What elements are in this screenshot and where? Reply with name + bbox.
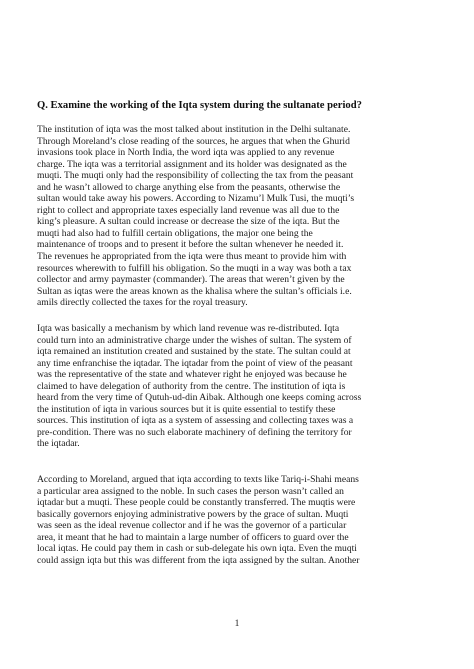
text-line: claimed to have delegation of authority from the centre. The institution of iqta is <box>37 380 346 392</box>
text-line: Sultan as iqtas were the areas known as the khalisa where the sultan’s officials i.e. <box>37 285 352 297</box>
text-line: a particular area assigned to the noble. In such cases the person wasn’t called an <box>37 485 344 497</box>
text-line: According to Moreland, argued that iqta according to texts like Tariq-i-Shahi means <box>37 474 359 485</box>
text-line: the institution of iqta in various sources but it is quite essential to testify these <box>37 403 336 415</box>
text-line: king’s pleasure. A sultan could increase or decrease the size of the iqta. But the <box>37 216 340 228</box>
text-line: could turn into an administrative charge under the wishes of sultan. The system of <box>37 334 352 346</box>
text-line: Iqta was basically a mechanism by which land revenue was re-distributed. Iqta <box>37 323 340 334</box>
question-heading: Q. Examine the working of the Iqta system during the sultanate period? <box>37 100 362 111</box>
text-line: pre-condition. There was no such elaborate machinery of defining the territory for <box>37 426 352 438</box>
text-line: invasions took place in North India, the word iqta was applied to any revenue <box>37 147 335 159</box>
text-line: iqtadar but a muqti. These people could be constantly transferred. The muqtis were <box>37 497 356 509</box>
text-line: resources wherewith to fulfill his obligation. So the muqti in a way was both a tax <box>37 262 352 274</box>
text-line: any time enfranchise the iqtadar. The iqtadar from the point of view of the peasant <box>37 357 353 369</box>
paragraph-iqta-institution <box>37 124 445 309</box>
text-line: basically governors enjoying administrative powers by the grace of sultan. Muqti <box>37 508 349 520</box>
text-line: charge. The iqta was a territorial assignment and its holder was designated as the <box>37 158 347 170</box>
page-number: 1 <box>234 619 240 629</box>
text-line: Through Moreland’s close reading of the sources, he argues that when the Ghurid <box>37 135 350 147</box>
text-line: muqti had also had to fulfill certain obligations, the major one being the <box>37 227 313 239</box>
text-line: was seen as the ideal revenue collector and if he was the governor of a particular <box>37 520 347 532</box>
text-line: the iqtadar. <box>37 438 80 450</box>
text-line: was the representative of the state and whatever right he enjoyed was because he <box>37 369 347 381</box>
text-line: and he wasn’t allowed to charge anything else from the peasants, otherwise the <box>37 181 341 193</box>
text-line: maintenance of troops and to present it before the sultan whenever he needed it. <box>37 239 344 251</box>
text-line: amils directly collected the taxes for the royal treasury. <box>37 297 248 309</box>
paragraph-moreland-argument <box>37 474 445 566</box>
text-line: right to collect and appropriate taxes especially land revenue was all due to the <box>37 204 340 216</box>
text-line: The revenues he appropriated from the iqta were thus meant to provide him with <box>37 251 347 263</box>
text-line: area, it meant that he had to maintain a large number of officers to guard over the <box>37 531 349 543</box>
text-line: local iqtas. He could pay them in cash or sub-delegate his own iqta. Even the muqti <box>37 543 357 555</box>
text-line: could assign iqta but this was different from the iqta assigned by the sultan. Another <box>37 554 360 566</box>
text-line: heard from the very time of Qutuh-ud-din Aibak. Although one keeps coming across <box>37 392 362 404</box>
text-line: iqta remained an institution created and sustained by the state. The sultan could at <box>37 346 351 358</box>
text-line: sultan would take away his powers. According to Nizamu’l Mulk Tusi, the muqti’s <box>37 193 355 205</box>
text-line: collector and army paymaster (commander). The areas that weren’t given by the <box>37 274 345 286</box>
paragraph-iqta-mechanism <box>37 323 445 450</box>
text-line: The institution of iqta was the most talked about institution in the Delhi sultanate. <box>37 124 351 135</box>
text-line: sources. This institution of iqta as a system of assessing and collecting taxes was a <box>37 415 354 427</box>
text-line: muqti. The muqti only had the responsibility of collecting the tax from the peasant <box>37 170 354 182</box>
